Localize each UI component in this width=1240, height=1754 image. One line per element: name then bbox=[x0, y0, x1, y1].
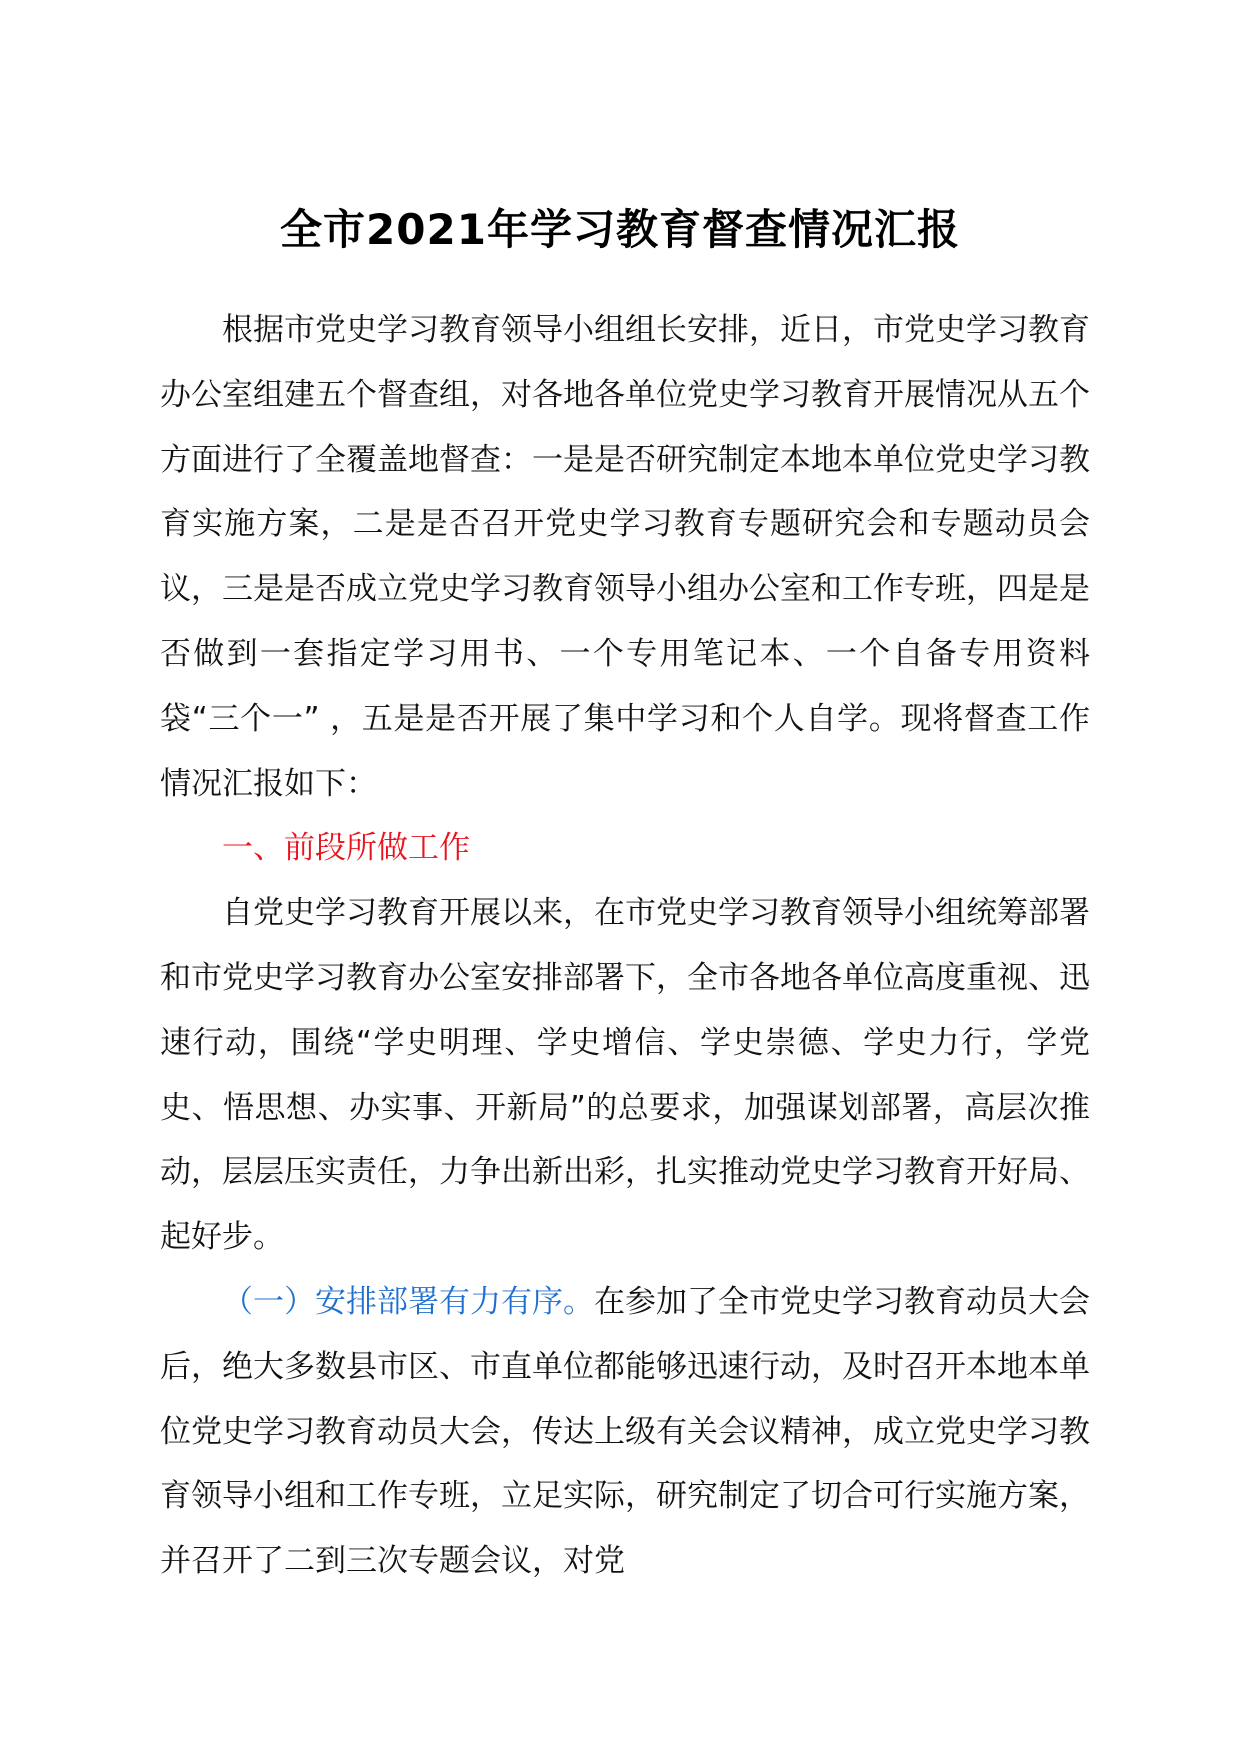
document-body bbox=[160, 298, 1090, 1594]
subsection-body-deployment: 在参加了全市党史学习教育动员大会后，绝大多数县市区、市直单位都能够迅速行动，及时召开本地本单位党史学习教育动员大会，传达上级有关会议精神，成立党史学习教育领导小组和工作专班，立足实际，研究制定了切合可行实施方案，并召开了二到三次专题会议，对党 bbox=[160, 1283, 1090, 1580]
section-paragraph-previous-work: 自党史学习教育开展以来，在市党史学习教育领导小组统筹部署和市党史学习教育办公室安排部署下，全市各地各单位高度重视、迅速行动，围绕“学史明理、学史增信、学史崇德、学史力行，学党史、悟思想、办实事、开新局”的总要求，加强谋划部署，高层次推动，层层压实责任，力争出新出彩，扎实推动党史学习教育开好局、起好步。 bbox=[160, 895, 1090, 1256]
section-heading-previous-work: 一、前段所做工作 bbox=[222, 830, 470, 867]
document-title: 全市2021年学习教育督查情况汇报 bbox=[280, 205, 960, 254]
subsection-heading-deployment: （一）安排部署有力有序。 bbox=[222, 1283, 594, 1320]
intro-paragraph: 根据市党史学习教育领导小组组长安排，近日，市党史学习教育办公室组建五个督查组，对各地各单位党史学习教育开展情况从五个方面进行了全覆盖地督查：一是是否研究制定本地本单位党史学习教育实施方案，二是是否召开党史学习教育专题研究会和专题动员会议，三是是否成立党史学习教育领导小组办公室和工作专班，四是是否做到一套指定学习用书、一个专用笔记本、一个自备专用资料袋“三个一” ，五是是否开展了集中学习和个人自学。现将督查工作情况汇报如下： bbox=[160, 312, 1090, 802]
subsection-paragraph-deployment bbox=[160, 1270, 1090, 1594]
